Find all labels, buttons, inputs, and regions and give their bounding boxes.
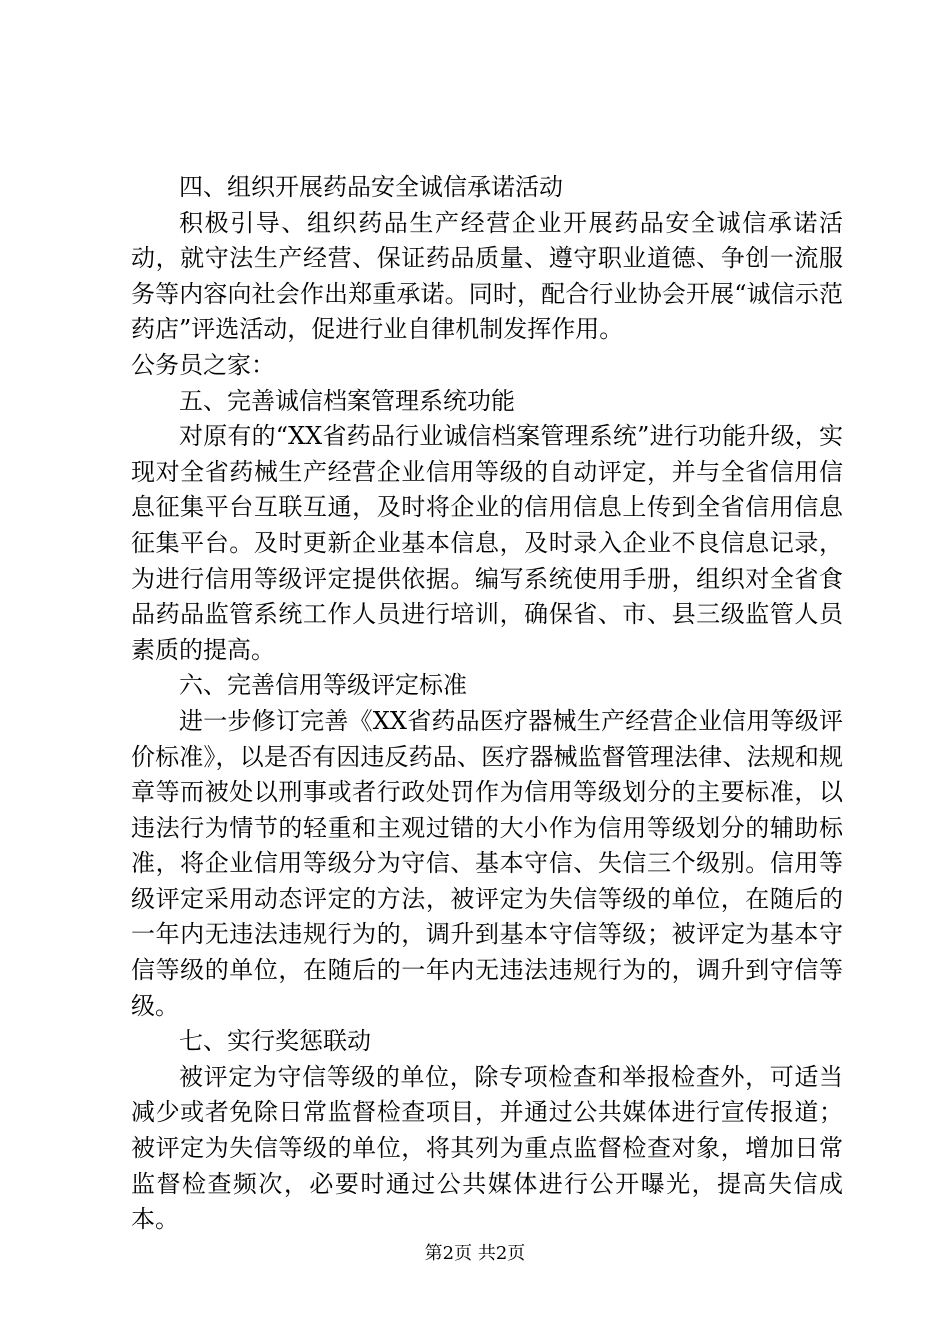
section-paragraph-5: 对原有的“XX省药品行业诚信档案管理系统”进行功能升级，实现对全省药械生产经营企业信用等级的自动评定，并与全省信用信息征集平台互联互通，及时将企业的信用信息上传到全省信用信息征集平台。及时更新企业基本信息，及时录入企业不良信息记录，为进行信用等级评定提供依据。编写系统使用手册，组织对全省食品药品监管系统工作人员进行培训，确保省、市、县三级监管人员素质的提高。 (131, 422, 843, 664)
section-heading-6: 六、完善信用等级评定标准 (179, 671, 467, 700)
section-paragraph-4: 积极引导、组织药品生产经营企业开展药品安全诚信承诺活动，就守法生产经营、保证药品质量、遵守职业道德、争创一流服务等内容向社会作出郑重承诺。同时，配合行业协会开展“诚信示范药店”评选活动，促进行业自律机制发挥作用。 (131, 208, 843, 344)
section-paragraph-6: 进一步修订完善《XX省药品医疗器械生产经营企业信用等级评价标准》，以是否有因违反药品、医疗器械监督管理法律、法规和规章等而被处以刑事或者行政处罚作为信用等级划分的主要标准，以违法行为情节的轻重和主观过错的大小作为信用等级划分的辅助标准，将企业信用等级分为守信、基本守信、失信三个级别。信用等级评定采用动态评定的方法，被评定为失信等级的单位，在随后的一年内无违法违规行为的，调升到基本守信等级；被评定为基本守信等级的单位，在随后的一年内无违法违规行为的，调升到守信等级。 (131, 706, 843, 1020)
document-body (131, 170, 843, 1238)
section-heading-7: 七、实行奖惩联动 (179, 1027, 371, 1056)
section-heading-4: 四、组织开展药品安全诚信承诺活动 (179, 173, 563, 201)
section-paragraph-7: 被评定为守信等级的单位，除专项检查和举报检查外，可适当减少或者免除日常监督检查项目，并通过公共媒体进行宣传报道；被评定为失信等级的单位，将其列为重点监督检查对象，增加日常监督检查频次，必要时通过公共媒体进行公开曝光，提高失信成本。 (131, 1062, 843, 1234)
source-note: 公务员之家： (131, 350, 275, 379)
section-heading-5: 五、完善诚信档案管理系统功能 (179, 386, 515, 415)
page-footer: 第2页 共2页 (424, 1243, 526, 1264)
